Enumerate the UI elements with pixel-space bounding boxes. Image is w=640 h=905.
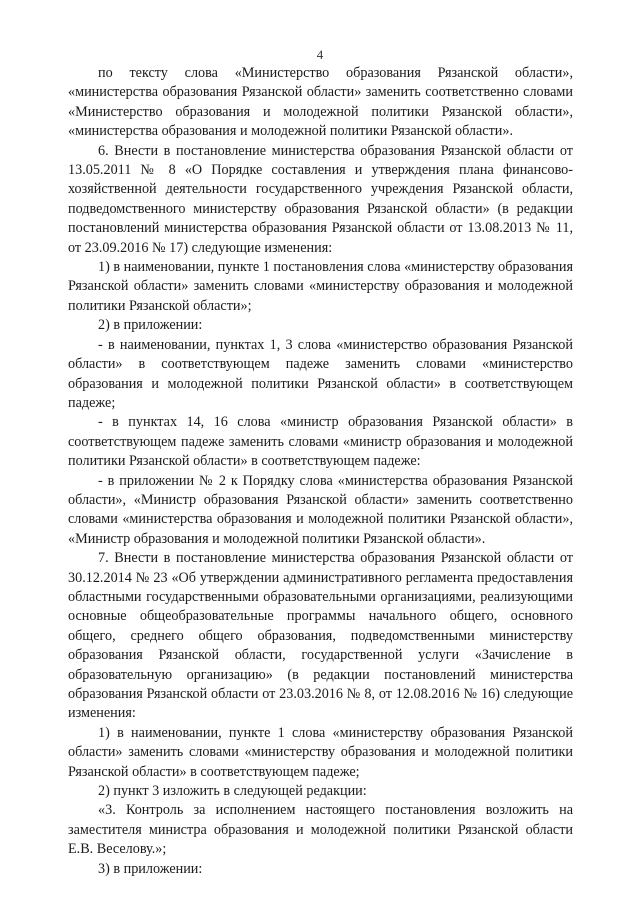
paragraph: - в пунктах 14, 16 слова «министр образования Рязанской области» в соответствующем падеже заменить словами «министр образования и молодежной политики Рязанской области» в соответствующем падеже: <box>68 414 573 470</box>
document-body <box>68 64 573 879</box>
paragraph: 1) в наименовании, пункте 1 постановления слова «министерству образования Рязанской области» заменить словами «министерству образования и молодежной политики Рязанской области»; <box>68 259 573 314</box>
paragraph: - в приложении № 2 к Порядку слова «министерства образования Рязанской области», «Министр образования Рязанской области» заменить соответственно словами «министерства образования и молодежной политики Рязанской области», «Министр образования и молодежной политики Рязанской области». <box>68 472 573 547</box>
paragraph: - в наименовании, пунктах 1, 3 слова «министерство образования Рязанской области» в соответствующем падеже заменить словами «министерство образования и молодежной политики Рязанской области» в соответствующем падеже; <box>68 336 573 411</box>
page-number: 4 <box>316 47 324 62</box>
paragraph: «3. Контроль за исполнением настоящего постановления возложить на заместителя министра образования и молодежной политики Рязанской области Е.В. Веселову.»; <box>68 802 573 858</box>
paragraph: 2) в приложении: <box>98 317 203 334</box>
paragraph: 7. Внести в постановление министерства образования Рязанской области от 30.12.2014 № 23 «Об утверждении административного регламента предоставления областными государственными образовательными организациями, реализующими основные общеобразовательные программы начального общего, основного общего, среднего общего образования, подведомственными министерству образования Рязанской области, государственной услуги «Зачисление в образовательную организацию» (в редакции постановлений министерства образования Рязанской области от 23.03.2016 № 8, от 12.08.2016 № 16) следующие изменения: <box>68 550 573 722</box>
paragraph: 6. Внести в постановление министерства образования Рязанской области от 13.05.2011 № 8 «О Порядке составления и утверждения плана финансово-хозяйственной деятельности государственного учреждения Рязанской области, подведомственного министерству образования Рязанской области» (в редакции постановлений министерства образования Рязанской области от 13.08.2013 № 11, от 23.09.2016 № 17) следующие изменения: <box>68 142 573 256</box>
paragraph: 2) пункт 3 изложить в следующей редакции: <box>98 783 367 800</box>
paragraph: по тексту слова «Министерство образования Рязанской области», «министерства образования Рязанской области» заменить соответственно словами «Министерство образования и молодежной политики Рязанской области», «министерства образования и молодежной политики Рязанской области». <box>68 65 573 140</box>
paragraph: 3) в приложении: <box>98 860 203 877</box>
paragraph: 1) в наименовании, пункте 1 слова «министерству образования Рязанской области» заменить словами «министерству образования и молодежной политики Рязанской области» в соответствующем падеже; <box>68 724 573 780</box>
